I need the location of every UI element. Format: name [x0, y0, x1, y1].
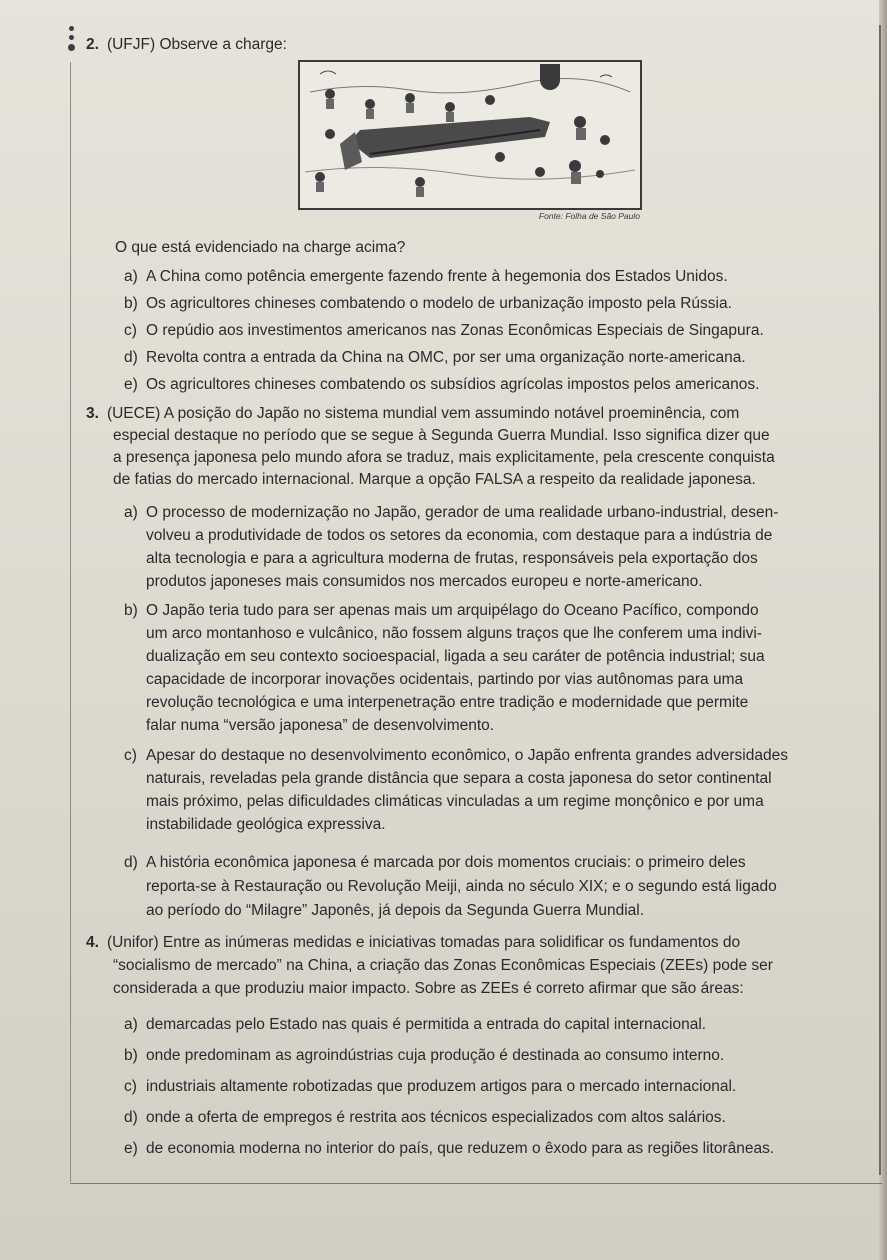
cartoon-figure	[298, 60, 640, 221]
right-border-line	[879, 25, 881, 1175]
option-line: mais próximo, pelas dificuldades climáticas vinculadas a um regime monçônico e por uma	[146, 793, 764, 810]
stem-text: (Unifor) Entre as inúmeras medidas e iniciativas tomadas para solidificar os fundamentos do	[106, 934, 741, 951]
option-line: naturais, reveladas pela grande distância que separa a costa japonesa do setor continental	[146, 770, 772, 787]
option-label: d)	[124, 349, 138, 366]
option-label: d)	[124, 854, 138, 871]
question-prompt: (UFJF) Observe a charge:	[106, 36, 287, 53]
option	[124, 1045, 724, 1066]
option-text: O repúdio aos investimentos americanos nas Zonas Econômicas Especiais de Singapura.	[146, 322, 764, 339]
margin-line	[70, 62, 71, 1182]
option-label: c)	[124, 1078, 137, 1095]
option	[124, 293, 732, 314]
option-label: a)	[124, 268, 138, 285]
question-2-header	[86, 34, 287, 56]
option-text: onde predominam as agroindústrias cuja produção é destinada ao consumo interno.	[146, 1047, 725, 1064]
option-label: b)	[124, 1047, 138, 1064]
option	[124, 1076, 736, 1097]
option	[124, 1014, 706, 1035]
bullet-dots-icon	[68, 24, 78, 55]
option-text: onde a oferta de empregos é restrita aos técnicos especializados com altos salários.	[146, 1109, 726, 1126]
option-line	[124, 600, 759, 621]
option-text: Revolta contra a entrada da China na OMC, por ser uma organização norte-americana.	[146, 349, 746, 366]
option-label: e)	[124, 376, 138, 393]
option-line: instabilidade geológica expressiva.	[146, 816, 386, 833]
question-3-stem-line: a presença japonesa pelo mundo afora se traduz, mais explicitamente, pela crescente conquista	[113, 449, 775, 466]
option	[124, 1107, 726, 1128]
cartoon-source: Fonte: Folha de São Paulo	[538, 211, 640, 221]
option-line: volveu a produtividade de todos os setores da economia, com destaque para a indústria de	[146, 527, 773, 544]
option-text: de economia moderna no interior do país, que reduzem o êxodo para as regiões litorâneas.	[146, 1140, 775, 1157]
option-label: a)	[124, 504, 138, 521]
stem-text: (UECE) A posição do Japão no sistema mundial vem assumindo notável proeminência, com	[106, 405, 740, 422]
option-line	[124, 745, 788, 766]
option-text: O processo de modernização no Japão, gerador de uma realidade urbano-industrial, desen-	[146, 504, 779, 521]
option-line: alta tecnologia e para a agricultura moderna de frutas, responsáveis pela exportação dos	[146, 550, 758, 567]
option-label: d)	[124, 1109, 138, 1126]
option-text: A China como potência emergente fazendo frente à hegemonia dos Estados Unidos.	[146, 268, 728, 285]
option-text: industriais altamente robotizadas que produzem artigos para o mercado internacional.	[146, 1078, 737, 1095]
option-label: c)	[124, 322, 137, 339]
option-text: O Japão teria tudo para ser apenas mais um arquipélago do Oceano Pacífico, compondo	[146, 602, 759, 619]
option-label: b)	[124, 295, 138, 312]
option-label: e)	[124, 1140, 138, 1157]
option-text: Os agricultores chineses combatendo os subsídios agrícolas impostos pelos americanos.	[146, 376, 760, 393]
question-3-stem-line: especial destaque no período que se segue à Segunda Guerra Mundial. Isso significa dizer que	[113, 427, 770, 444]
option-text: A história econômica japonesa é marcada por dois momentos cruciais: o primeiro deles	[146, 854, 746, 871]
option-line: ao período do “Milagre” Japonês, já depois da Segunda Guerra Mundial.	[146, 902, 645, 919]
option	[124, 266, 728, 287]
option-line	[124, 852, 746, 873]
option-text: Os agricultores chineses combatendo o modelo de urbanização imposto pela Rússia.	[146, 295, 732, 312]
option	[124, 320, 764, 341]
question-4-stem-line: considerada a que produziu maior impacto. Sobre as ZEEs é correto afirmar que são áreas:	[113, 980, 744, 997]
question-4-stem-line: “socialismo de mercado” na China, a criação das Zonas Econômicas Especiais (ZEEs) pode ser	[113, 957, 773, 974]
bottom-border-line	[70, 1183, 882, 1184]
question-4-stem-line	[86, 932, 740, 953]
question-number: 2.	[86, 36, 99, 53]
option-label: a)	[124, 1016, 138, 1033]
option-line	[124, 502, 778, 523]
question-3-stem-line: de fatias do mercado internacional. Marque a opção FALSA a respeito da realidade japonesa.	[113, 471, 756, 488]
option-line: falar numa “versão japonesa” de desenvolvimento.	[146, 717, 495, 734]
option-line: dualização em seu contexto socioespacial, ligada a seu caráter de potência industrial; sua	[146, 648, 765, 665]
cartoon-drawing-icon	[300, 62, 640, 208]
option-line: revolução tecnológica e uma interpenetração entre tradição e modernidade que permite	[146, 694, 749, 711]
question-2-text: O que está evidenciado na charge acima?	[115, 239, 406, 256]
option-label: c)	[124, 747, 137, 764]
cartoon-image	[298, 60, 642, 210]
option-line: reporta-se à Restauração ou Revolução Meiji, ainda no século XIX; e o segundo está ligado	[146, 878, 777, 895]
option	[124, 1138, 774, 1159]
option-text: Apesar do destaque no desenvolvimento econômico, o Japão enfrenta grandes adversidades	[146, 747, 788, 764]
option	[124, 374, 759, 395]
option	[124, 347, 746, 368]
option-line: capacidade de incorporar inovações ocidentais, partindo por vias autônomas para uma	[146, 671, 744, 688]
option-text: demarcadas pelo Estado nas quais é permitida a entrada do capital internacional.	[146, 1016, 707, 1033]
option-line: produtos japoneses mais consumidos nos mercados europeu e norte-americano.	[146, 573, 703, 590]
question-number: 4.	[86, 934, 99, 951]
question-3-stem-line	[86, 403, 739, 424]
option-label: b)	[124, 602, 138, 619]
question-number: 3.	[86, 405, 99, 422]
option-line: um arco montanhoso e vulcânico, não fossem alguns traços que lhe conferem uma indivi-	[146, 625, 763, 642]
